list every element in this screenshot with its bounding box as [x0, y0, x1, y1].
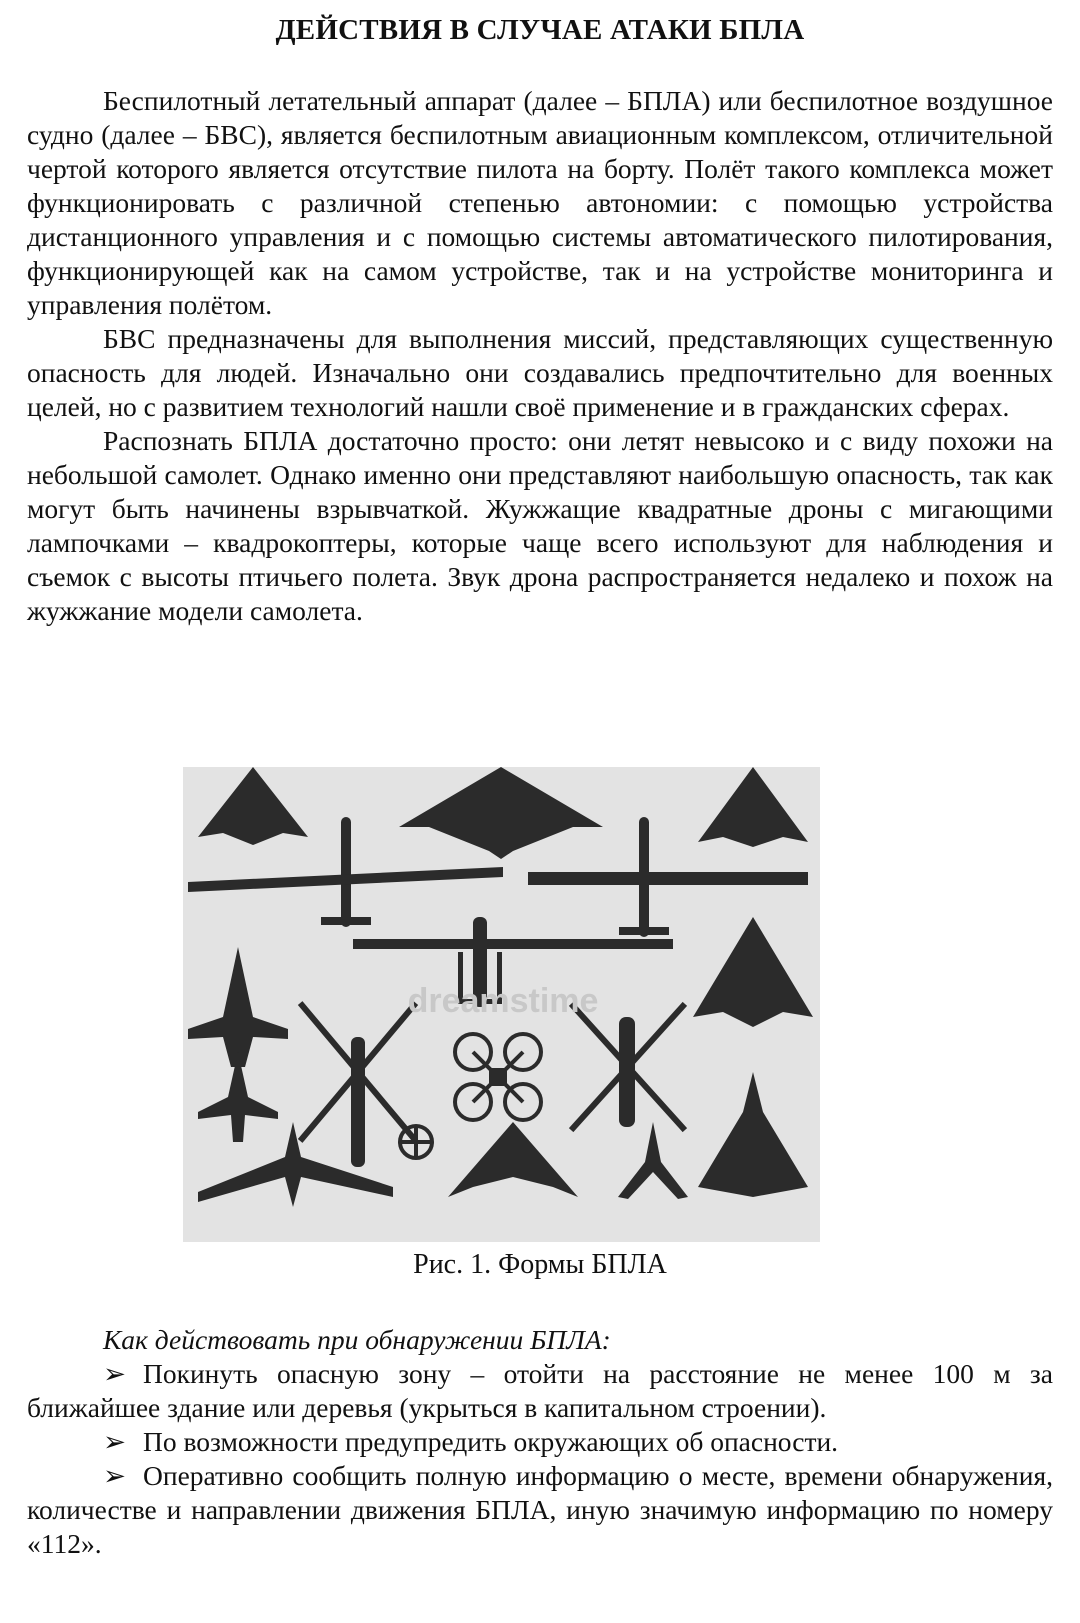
actions-section — [27, 1323, 1053, 1561]
flying-wing-silhouette — [198, 767, 308, 845]
action-item — [27, 1459, 1053, 1561]
stealth-wing-silhouette — [693, 917, 813, 1027]
fuselage-silhouette — [341, 817, 351, 927]
quadcopter-body — [489, 1068, 507, 1086]
figure-caption: Рис. 1. Формы БПЛА — [413, 1249, 667, 1280]
delta-wing-silhouette — [698, 1072, 808, 1197]
wing-silhouette — [528, 872, 808, 885]
wing-silhouette — [353, 939, 673, 949]
helicopter-body-silhouette — [351, 1037, 365, 1167]
flying-wing-silhouette — [698, 767, 808, 847]
flying-wing-silhouette — [399, 767, 603, 859]
jet-drone-silhouette — [198, 1052, 278, 1142]
tail-silhouette — [321, 917, 371, 925]
launcher-silhouette — [618, 1122, 688, 1199]
paragraph-definition: Беспилотный летательный аппарат (далее – БПЛА) или беспилотное воздушное судно (далее – БВС), является беспилотным авиационным комплексом, отличительной чертой которого является отсутствие пилота на борту. Полёт такого комплекса может функционировать с различной степенью автономии: с помощью устройства дистанционного управления и с помощью системы автоматического пилотирования, функционирующей как на самом устройстве, так и на устройстве мониторинга и управления полётом. — [27, 85, 1053, 320]
action-item — [27, 1425, 1053, 1459]
action-item — [27, 1357, 1053, 1425]
helicopter-body-silhouette — [619, 1017, 635, 1127]
bullet-arrow-icon: ➢ — [103, 1358, 127, 1389]
image-watermark: dreamstime — [407, 982, 599, 1020]
paragraph-purpose: БВС предназначены для выполнения миссий, представляющих существенную опасность для людей. Изначально они создавались предпочтительно для военных целей, но с развитием технологий нашли своё применение и в гражданских сферах. — [27, 323, 1053, 422]
uav-shapes-figure — [183, 767, 820, 1242]
paragraph-recognition: Распознать БПЛА достаточно просто: они летят невысоко и с виду похожи на небольшой самолет. Однако именно они представляют наибольшую опасность, так как могут быть начинены взрывчаткой. Жужжащие квадратные дроны с мигающими лампочками – квадрокоптеры, которые чаще всего используют для наблюдения и съемок с высоты птичьего полета. Звук дрона распространяется недалеко и похож на жужжание модели самолета. — [27, 425, 1053, 626]
document-page — [27, 10, 1053, 628]
action-item-text: Оперативно сообщить полную информацию о месте, времени обнаружения, количестве и направлении движения БПЛА, иную значимую информацию по номеру «112». — [27, 1460, 1053, 1559]
actions-heading: Как действовать при обнаружении БПЛА: — [103, 1324, 611, 1355]
flying-wing-silhouette — [448, 1122, 578, 1197]
bullet-arrow-icon: ➢ — [103, 1426, 127, 1457]
document-title: ДЕЙСТВИЯ В СЛУЧАЕ АТАКИ БПЛА — [275, 14, 805, 46]
bullet-arrow-icon: ➢ — [103, 1460, 127, 1491]
jet-drone-silhouette — [188, 947, 288, 1067]
uav-silhouettes-image — [183, 767, 820, 1242]
tail-silhouette — [619, 927, 669, 935]
action-item-text: По возможности предупредить окружающих об опасности. — [143, 1426, 839, 1457]
action-item-text: Покинуть опасную зону – отойти на расстояние не менее 100 м за ближайшее здание или деревья (укрыться в капитальном строении). — [27, 1358, 1053, 1423]
